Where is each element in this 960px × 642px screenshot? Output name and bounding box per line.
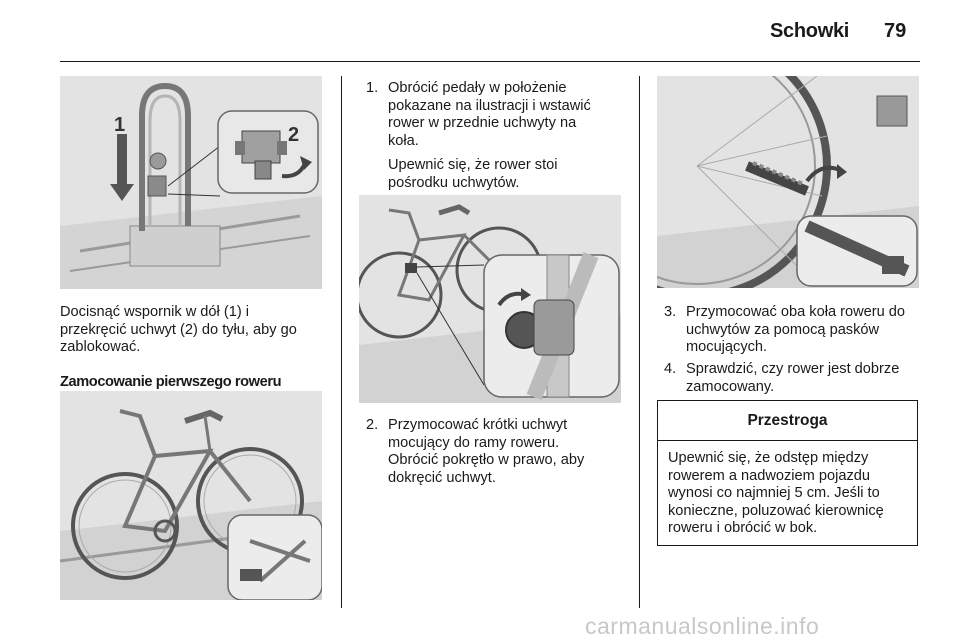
step-line: Sprawdzić, czy rower jest dobrze	[686, 361, 900, 377]
step-line: koła.	[388, 132, 419, 149]
step-line: Obrócić pedały w położenie	[388, 80, 567, 96]
watermark: carmanualsonline.info	[585, 613, 820, 639]
instruction-paragraph	[60, 304, 335, 357]
caution-line: roweru i obrócić w bok.	[668, 520, 818, 536]
paragraph-line: przekręcić uchwyt (2) do tyłu, aby go	[60, 321, 297, 338]
step-line: mocujący do ramy roweru.	[388, 434, 560, 451]
page-title: Schowki	[770, 20, 850, 42]
figure-first-bike	[60, 391, 322, 600]
step-line: Przymocować krótki uchwyt	[388, 417, 568, 433]
step-number: 2.	[366, 417, 379, 433]
step-line: mocujących.	[686, 339, 768, 355]
step-note-line: Upewnić się, że rower stoi	[388, 157, 558, 173]
callout-2: 2	[288, 124, 300, 146]
caution-title: Przestroga	[658, 401, 917, 441]
figure-wheel-strap	[657, 76, 919, 288]
figure-bracket-lock	[60, 76, 322, 289]
step-line: uchwytów za pomocą pasków	[686, 321, 880, 338]
step-number: 4.	[664, 361, 677, 377]
section-heading: Zamocowanie pierwszego roweru	[60, 374, 282, 390]
header-divider	[60, 61, 920, 62]
step-number: 3.	[664, 304, 677, 320]
callout-1: 1	[114, 114, 126, 136]
step-number: 1.	[366, 80, 379, 96]
caution-line: Upewnić się, że odstęp między	[668, 450, 869, 466]
page-number: 79	[884, 20, 907, 42]
figure-frame-clamp	[359, 195, 621, 403]
paragraph-line: Docisnąć wspornik w dół (1) i	[60, 304, 249, 320]
column-divider-left	[341, 76, 342, 608]
column-divider-right	[639, 76, 640, 608]
step-line: zamocowany.	[686, 378, 775, 395]
caution-box	[657, 400, 918, 546]
paragraph-line: zablokować.	[60, 339, 141, 355]
step-line: Obrócić pokrętło w prawo, aby	[388, 452, 585, 468]
step-line: Przymocować oba koła roweru do	[686, 304, 906, 320]
caution-text	[658, 441, 917, 538]
step-line: pokazane na ilustracji i wstawić	[388, 97, 591, 114]
caution-line: konieczne, poluzować kierownicę	[668, 502, 884, 519]
step-note-line: pośrodku uchwytów.	[388, 174, 520, 191]
caution-line: rowerem a nadwoziem pojazdu	[668, 467, 870, 484]
caution-line: wynosi co najmniej 5 cm. Jeśli to	[668, 485, 880, 501]
step-line: rower w przednie uchwyty na	[388, 115, 577, 131]
step-line: dokręcić uchwyt.	[388, 469, 496, 486]
